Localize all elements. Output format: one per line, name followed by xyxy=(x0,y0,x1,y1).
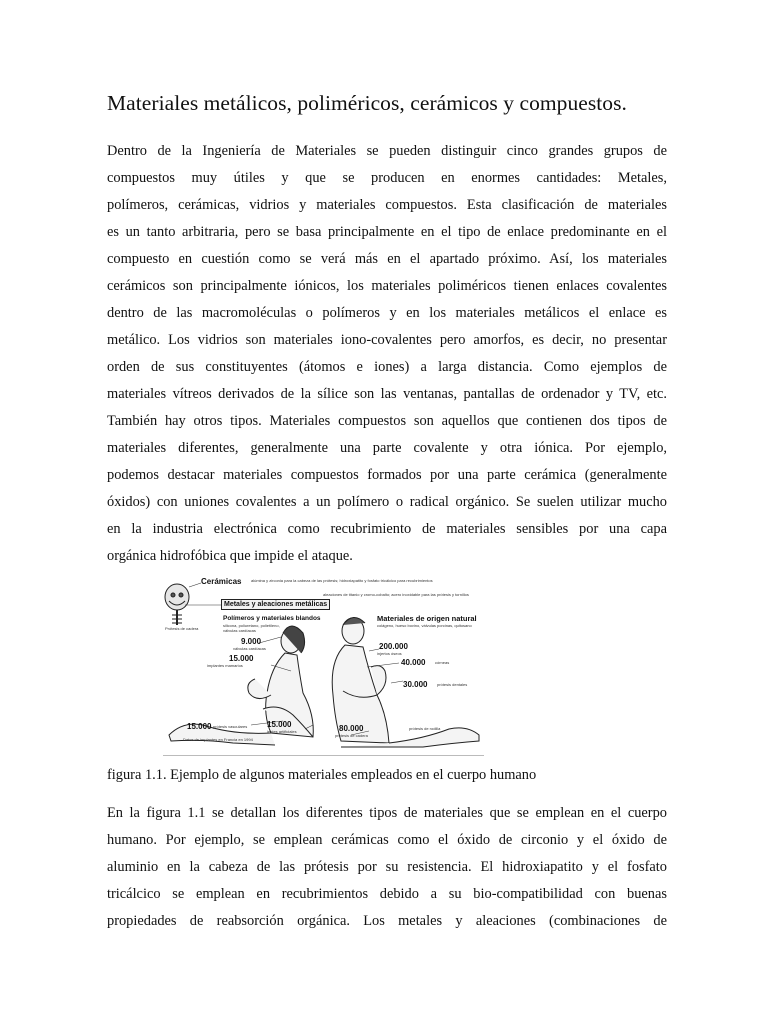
figure-number: 80.000 xyxy=(339,724,364,733)
figure-footer-note: Datos de implantes en Francia en 1994 xyxy=(183,737,253,742)
document-title: Materiales metálicos, poliméricos, cerámicos y compuestos. xyxy=(107,91,627,115)
text-line: compuestos muy útiles y que se producen en enormes cantidades: Metales, xyxy=(107,170,667,186)
figure-number: 9.000 xyxy=(241,637,262,646)
text-line: podemos destacar materiales compuestos formados por una parte cerámica (generalmente xyxy=(107,467,667,483)
text-line: compuesto en cuestión como se verá más en el apartado próximo. Así, los materiales xyxy=(107,251,667,267)
text-line: materiales vítreos derivados de la sílice son las ventanas, pantallas de ordenador y TV, etc. xyxy=(107,386,667,402)
figure-note-ceramicas: alúmina y zirconia para la cabeza de las prótesis; hidroxiapatito y fosfato tricálcico para recubrimientos xyxy=(251,578,433,583)
figure-heading-metales: Metales y aleaciones metálicas xyxy=(221,599,330,610)
figure-number: 40.000 xyxy=(401,658,426,667)
paragraph-intro xyxy=(107,138,667,570)
text-line: orgánica hidrofóbica que impide el ataque. xyxy=(107,548,353,564)
text-line: en la industria electrónica como recubrimiento de materiales sensibles por una capa xyxy=(107,521,667,537)
figure-number: 30.000 xyxy=(403,680,428,689)
paragraph-figure-description xyxy=(107,800,667,935)
figure-number-label: córneas xyxy=(435,660,450,665)
figure-note-metales: aleaciones de titanio y cromo-cobalto; acero inoxidable para las prótesis y tornillos xyxy=(323,592,469,597)
figure-heading-ceramicas: Cerámicas xyxy=(201,577,242,586)
text-line: óxidos) con uniones covalentes a un polímero o radical orgánico. Se suelen utilizar mucho xyxy=(107,494,667,510)
text-line: aluminio en la cabeza de las prótesis por su resistencia. El hidroxiapatito y el fosfato xyxy=(107,859,667,875)
figure-number-label: prótesis vasculares xyxy=(213,724,248,729)
figure-number-label: prótesis dentales xyxy=(437,682,468,687)
text-line: metálico. Los vidrios son materiales iono-covalentes pero amorfos, es decir, no presentar xyxy=(107,332,667,348)
figure-number-label: prótesis de cadera xyxy=(335,733,368,738)
text-line: Dentro de la Ingeniería de Materiales se pueden distinguir cinco grandes grupos de xyxy=(107,143,667,159)
figure-number-label: prótesis de rodilla xyxy=(409,726,441,731)
figure-note-polimeros: silicona, poliuretano, polietileno, válvulas cardíacas xyxy=(223,623,280,633)
figure-note-origen-natural: colágeno, hueso bovino, válvulas porcinas, quitosano xyxy=(377,623,472,628)
figure-number-label: injertos óseos xyxy=(377,651,402,656)
text-line: cerámicos son principalmente iónicos, los materiales poliméricos tienen enlaces covalentes xyxy=(107,278,667,294)
text-line: polímeros, cerámicas, vidrios y materiales compuestos. Esta clasificación de materiales xyxy=(107,197,667,213)
figure-number: 15.000 xyxy=(229,654,254,663)
skull-prosthesis-drawing xyxy=(165,584,189,625)
figure-number-label: implantes mamarios xyxy=(207,663,243,668)
text-line: humano. Por ejemplo, se emplean cerámicas como el óxido de circonio y el óxido de xyxy=(107,832,667,848)
figure-number: 15.000 xyxy=(267,720,292,729)
figure-heading-origen-natural: Materiales de origen natural xyxy=(377,614,477,623)
figure-number-label: lentes artificiales xyxy=(267,729,297,734)
text-line: orden de sus constituyentes (átomos e iones) a larga distancia. Como ejemplos de xyxy=(107,359,667,375)
text-line: materiales diferentes, generalmente una parte covalente y otra iónica. Por ejemplo, xyxy=(107,440,667,456)
text-line: tricálcico se emplean en recubrimientos debido a su bio-compatibilidad con buenas xyxy=(107,886,667,902)
text-line: propiedades de reabsorción orgánica. Los metales y aleaciones (combinaciones de xyxy=(107,913,667,929)
figure-note-protesis: Prótesis de cadera xyxy=(165,626,199,631)
text-line: dentro de las macromoléculas o polímeros y en los materiales metálicos el enlace es xyxy=(107,305,667,321)
text-line: es un tanto arbitraria, pero se basa principalmente en el tipo de enlace predominante en el xyxy=(107,224,667,240)
figure-body-materials xyxy=(163,575,484,756)
figure-number-label: válvulas cardíacas xyxy=(233,646,266,651)
text-line: También hay otros tipos. Materiales compuestos son aquellos que contienen dos tipos de xyxy=(107,413,667,429)
figure-number: 15.000 xyxy=(187,722,212,731)
figure-caption: figura 1.1. Ejemplo de algunos materiales empleados en el cuerpo humano xyxy=(107,767,537,783)
figure-heading-polimeros: Polímeros y materiales blandos xyxy=(223,615,321,622)
text-line: En la figura 1.1 se detallan los diferentes tipos de materiales que se emplean en el cuerpo xyxy=(107,805,667,821)
figure-number: 200.000 xyxy=(379,642,408,651)
